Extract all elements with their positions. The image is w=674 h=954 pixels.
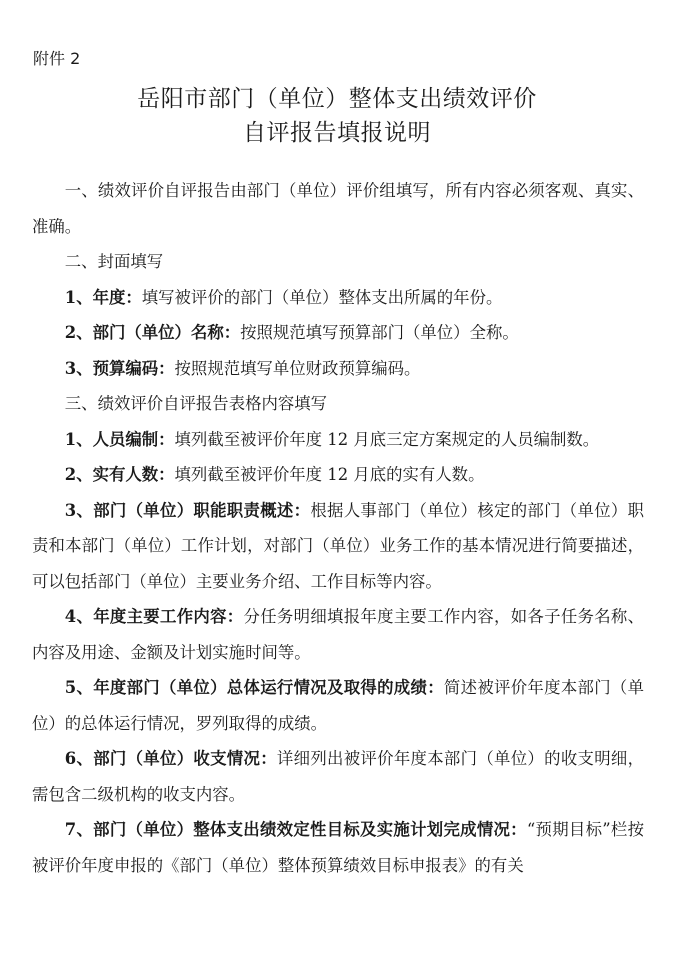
paragraph-text: 根据人事部门（单位）核定的部门（单位）职责和本部门（单位）工作计划，对部门（单位）业务工作的基本情况进行简要描述，可以包括部门（单位）主要业务介绍、工作目标等内容。 — [32, 500, 645, 591]
paragraph-heading: 7、部门（单位）整体支出绩效定性目标及实施计划完成情况： — [64, 820, 527, 839]
paragraph-text: 三、绩效评价自评报告表格内容填写 — [64, 394, 328, 413]
paragraph-text: 简述被评价年度本部门（单位）的总体运行情况，罗列取得的成绩。 — [32, 678, 645, 733]
paragraph-text: 填写被评价的部门（单位）整体支出所属的年份。 — [141, 287, 503, 307]
paragraph-heading: 6、部门（单位）收支情况： — [64, 749, 277, 768]
paragraph-text: 二、封面填写 — [64, 252, 164, 271]
paragraph — [32, 670, 644, 741]
paragraph — [32, 457, 644, 493]
paragraph — [32, 386, 644, 422]
paragraph-heading: 4、年度主要工作内容： — [64, 607, 244, 626]
document-title-line-2: 自评报告填报说明 — [243, 120, 431, 146]
paragraph-heading: 1、年度： — [64, 287, 142, 307]
paragraph-heading: 3、预算编码： — [64, 358, 175, 378]
paragraph-text: 填列截至被评价年度 12 月底三定方案规定的人员编制数。 — [174, 429, 600, 449]
paragraph — [32, 280, 644, 316]
paragraph-text: 详细列出被评价年度本部门（单位）的收支明细，需包含二级机构的收支内容。 — [32, 749, 645, 804]
paragraph — [32, 351, 644, 387]
paragraph — [32, 422, 644, 458]
paragraph — [32, 173, 644, 244]
paragraph-text: 一、绩效评价自评报告由部门（单位）评价组填写，所有内容必须客观、真实、准确。 — [32, 181, 644, 236]
paragraph-heading: 5、年度部门（单位）总体运行情况及取得的成绩： — [64, 678, 444, 697]
paragraph-heading: 1、人员编制： — [64, 429, 175, 449]
document-title-line-1: 岳阳市部门（单位）整体支出绩效评价 — [137, 86, 537, 112]
paragraph — [32, 493, 644, 600]
attachment-label: 附件 2 — [33, 49, 81, 68]
paragraph — [32, 599, 644, 670]
paragraph — [32, 315, 644, 351]
paragraph-heading: 3、部门（单位）职能职责概述： — [64, 500, 311, 520]
paragraph — [32, 741, 644, 812]
paragraph — [32, 244, 644, 280]
paragraph-heading: 2、部门（单位）名称： — [64, 323, 241, 342]
paragraph-text: 填列截至被评价年度 12 月底的实有人数。 — [174, 465, 485, 484]
paragraph-heading: 2、实有人数： — [64, 465, 175, 484]
paragraph-text: 按照规范填写单位财政预算编码。 — [174, 358, 421, 378]
paragraph-text: “预期目标”栏按被评价年度申报的《部门（单位）整体预算绩效目标申报表》的有关 — [32, 820, 644, 875]
document-body — [32, 173, 644, 883]
paragraph-text: 按照规范填写预算部门（单位）全称。 — [240, 323, 519, 342]
paragraph — [32, 812, 644, 883]
paragraph-text: 分任务明细填报年度主要工作内容，如各子任务名称、内容及用途、金额及计划实施时间等。 — [32, 607, 645, 662]
